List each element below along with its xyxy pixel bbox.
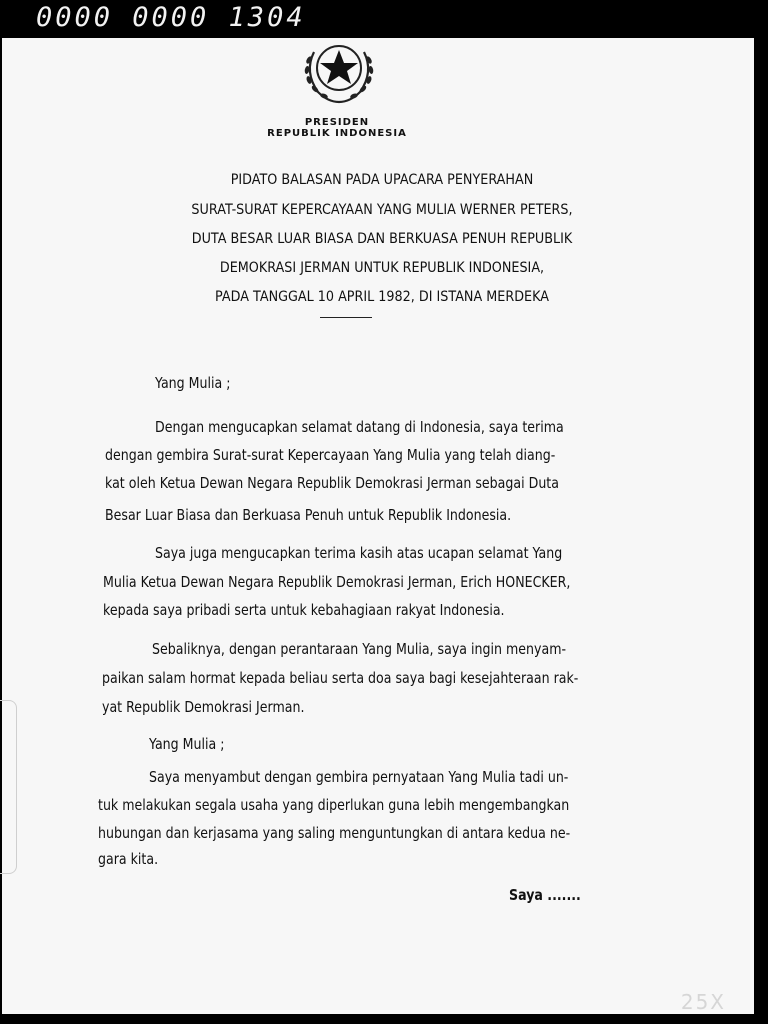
paragraph-line: Saya juga mengucapkan terima kasih atas ucapan selamat Yang — [155, 544, 563, 562]
paragraph-line: Dengan mengucapkan selamat datang di Indonesia, saya terima — [155, 418, 564, 436]
paragraph-line: gara kita. — [98, 850, 159, 868]
title-line: DEMOKRASI JERMAN UNTUK REPUBLIK INDONESIA, — [219, 260, 545, 276]
title-line: SURAT-SURAT KEPERCAYAAN YANG MULIA WERNER PETERS, — [191, 202, 573, 218]
continuation-catchword: Saya ....... — [509, 886, 581, 904]
paragraph-line: Besar Luar Biasa dan Berkuasa Penuh untuk Republik Indonesia. — [105, 506, 512, 524]
letterhead-presiden: PRESIDEN — [304, 117, 370, 128]
title-line: PADA TANGGAL 10 APRIL 1982, DI ISTANA MERDEKA — [215, 289, 549, 305]
paragraph-line: Mulia Ketua Dewan Negara Republik Demokrasi Jerman, Erich HONECKER, — [103, 573, 571, 591]
paragraph-line: dengan gembira Surat-surat Kepercayaan Yang Mulia yang telah diang- — [105, 446, 556, 464]
document-page — [2, 38, 754, 1014]
title-line: DUTA BESAR LUAR BIASA DAN BERKUASA PENUH REPUBLIK — [191, 231, 573, 247]
paragraph-line: tuk melakukan segala usaha yang diperlukan guna lebih mengembangkan — [98, 796, 570, 814]
title-divider — [320, 317, 372, 318]
letterhead-republik: REPUBLIK INDONESIA — [267, 128, 407, 139]
paragraph-line: Sebaliknya, dengan perantaraan Yang Mulia, saya ingin menyam- — [152, 640, 567, 658]
paragraph-line: paikan salam hormat kepada beliau serta doa saya bagi kesejahteraan rak- — [102, 669, 579, 687]
paragraph-line: kepada saya pribadi serta untuk kebahagiaan rakyat Indonesia. — [103, 601, 505, 619]
page-edge-tab — [0, 700, 17, 874]
salutation: Yang Mulia ; — [149, 735, 225, 753]
paragraph-line: hubungan dan kerjasama yang saling menguntungkan di antara kedua ne- — [98, 824, 571, 842]
title-line: PIDATO BALASAN PADA UPACARA PENYERAHAN — [230, 172, 534, 188]
garuda-star-emblem-icon — [294, 38, 384, 108]
corner-mark: 25X — [680, 990, 726, 1014]
paragraph-line: kat oleh Ketua Dewan Negara Republik Demokrasi Jerman sebagai Duta — [105, 474, 559, 492]
salutation: Yang Mulia ; — [155, 374, 231, 392]
paragraph-line: Saya menyambut dengan gembira pernyataan Yang Mulia tadi un- — [149, 768, 569, 786]
film-frame-code: 0000 0000 1304 — [36, 2, 306, 33]
paragraph-line: yat Republik Demokrasi Jerman. — [102, 698, 305, 716]
